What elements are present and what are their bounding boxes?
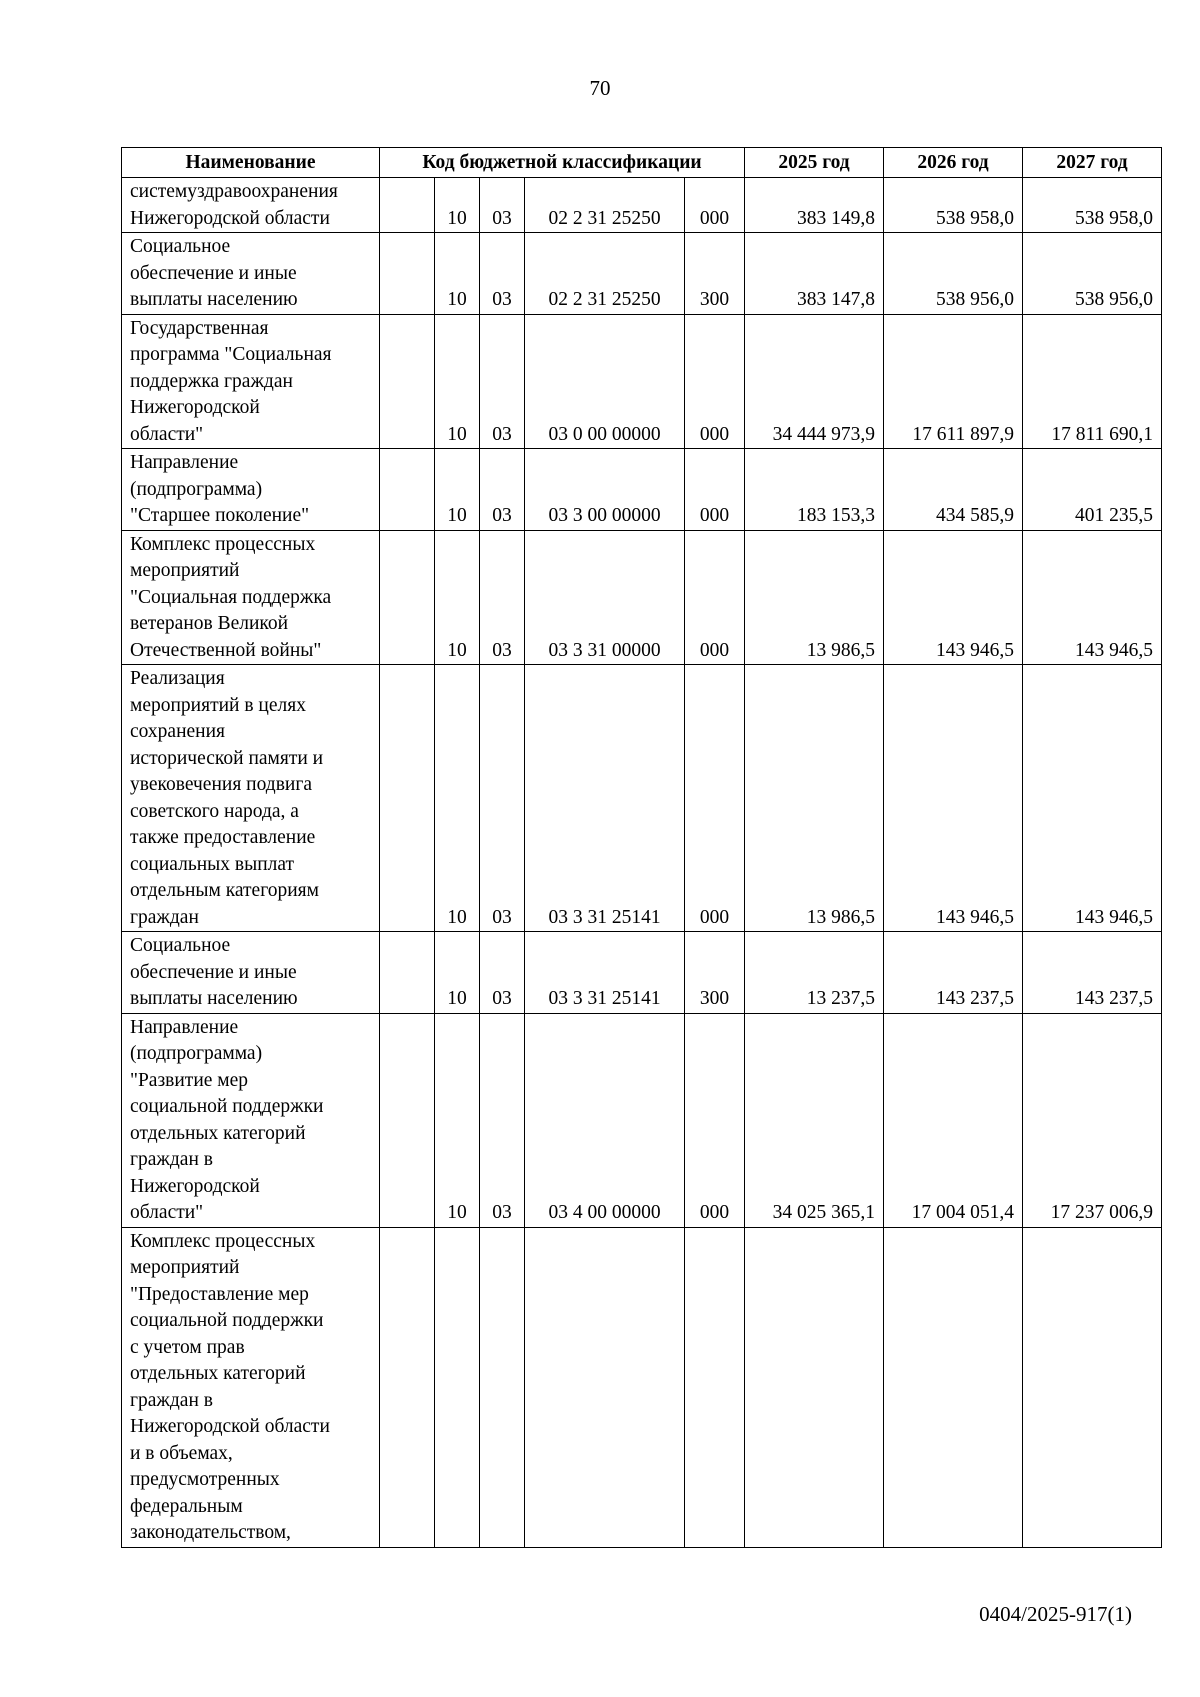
- code-cell-empty: [380, 178, 435, 233]
- value-2027: [1023, 1227, 1162, 1547]
- value-2026: 538 956,0: [884, 233, 1023, 315]
- code-expense-type: [685, 1227, 745, 1547]
- code-cell-empty: [380, 233, 435, 315]
- code-cell-empty: [380, 314, 435, 449]
- code-cell-empty: [380, 1227, 435, 1547]
- code-target-article: 03 3 00 00000: [525, 449, 685, 531]
- value-2025: 34 444 973,9: [745, 314, 884, 449]
- header-code: Код бюджетной классификации: [380, 148, 745, 178]
- code-section: 10: [435, 530, 480, 665]
- value-2026: 538 958,0: [884, 178, 1023, 233]
- table-row: [122, 665, 1162, 932]
- code-section: [435, 1227, 480, 1547]
- code-subsection: 03: [480, 932, 525, 1014]
- code-expense-type: 300: [685, 233, 745, 315]
- value-2025: 34 025 365,1: [745, 1013, 884, 1227]
- header-2026: 2026 год: [884, 148, 1023, 178]
- code-expense-type: 300: [685, 932, 745, 1014]
- table-row: [122, 314, 1162, 449]
- code-section: 10: [435, 233, 480, 315]
- code-section: 10: [435, 1013, 480, 1227]
- code-section: 10: [435, 449, 480, 531]
- value-2026: 143 946,5: [884, 665, 1023, 932]
- value-2025: 383 147,8: [745, 233, 884, 315]
- header-2027: 2027 год: [1023, 148, 1162, 178]
- value-2027: 143 946,5: [1023, 665, 1162, 932]
- value-2027: 401 235,5: [1023, 449, 1162, 531]
- code-cell-empty: [380, 1013, 435, 1227]
- code-section: 10: [435, 314, 480, 449]
- value-2026: 434 585,9: [884, 449, 1023, 531]
- code-target-article: 02 2 31 25250: [525, 178, 685, 233]
- row-name: Направление (подпрограмма) "Развитие мер социальной поддержки отдельных категорий граждан в Нижегородской области": [122, 1013, 380, 1227]
- value-2025: 383 149,8: [745, 178, 884, 233]
- code-expense-type: 000: [685, 665, 745, 932]
- budget-table: [121, 147, 1162, 1548]
- code-expense-type: 000: [685, 178, 745, 233]
- code-cell-empty: [380, 932, 435, 1014]
- code-target-article: 03 3 31 25141: [525, 665, 685, 932]
- row-name: Реализация мероприятий в целях сохранения исторической памяти и увековечения подвига советского народа, а также предоставление социальных выплат отдельным категориям граждан: [122, 665, 380, 932]
- code-subsection: 03: [480, 665, 525, 932]
- code-expense-type: 000: [685, 449, 745, 531]
- code-target-article: 03 4 00 00000: [525, 1013, 685, 1227]
- code-target-article: 03 3 31 00000: [525, 530, 685, 665]
- value-2026: 143 946,5: [884, 530, 1023, 665]
- code-target-article: 02 2 31 25250: [525, 233, 685, 315]
- code-section: 10: [435, 178, 480, 233]
- code-section: 10: [435, 932, 480, 1014]
- row-name: Социальное обеспечение и иные выплаты населению: [122, 233, 380, 315]
- row-name: Комплекс процессных мероприятий "Предоставление мер социальной поддержки с учетом прав отдельных категорий граждан в Нижегородской области и в объемах, предусмотренных федеральным законодательством,: [122, 1227, 380, 1547]
- value-2025: 13 237,5: [745, 932, 884, 1014]
- code-cell-empty: [380, 665, 435, 932]
- value-2025: 13 986,5: [745, 665, 884, 932]
- code-subsection: 03: [480, 178, 525, 233]
- table-row: [122, 1013, 1162, 1227]
- table-row: [122, 932, 1162, 1014]
- value-2026: 17 004 051,4: [884, 1013, 1023, 1227]
- code-expense-type: 000: [685, 314, 745, 449]
- value-2027: 17 811 690,1: [1023, 314, 1162, 449]
- table-row: [122, 178, 1162, 233]
- table-header-row: [122, 148, 1162, 178]
- row-name: системуздравоохранения Нижегородской области: [122, 178, 380, 233]
- row-name: Социальное обеспечение и иные выплаты населению: [122, 932, 380, 1014]
- code-subsection: [480, 1227, 525, 1547]
- row-name: Направление (подпрограмма) "Старшее поколение": [122, 449, 380, 531]
- code-subsection: 03: [480, 530, 525, 665]
- value-2027: 143 946,5: [1023, 530, 1162, 665]
- row-name: Комплекс процессных мероприятий "Социальная поддержка ветеранов Великой Отечественной войны": [122, 530, 380, 665]
- row-name: Государственная программа "Социальная поддержка граждан Нижегородской области": [122, 314, 380, 449]
- code-target-article: 03 3 31 25141: [525, 932, 685, 1014]
- code-target-article: 03 0 00 00000: [525, 314, 685, 449]
- value-2025: 183 153,3: [745, 449, 884, 531]
- table-row: [122, 1227, 1162, 1547]
- document-code: 0404/2025-917(1): [979, 1602, 1132, 1626]
- value-2025: 13 986,5: [745, 530, 884, 665]
- value-2027: 143 237,5: [1023, 932, 1162, 1014]
- code-subsection: 03: [480, 1013, 525, 1227]
- value-2027: 538 958,0: [1023, 178, 1162, 233]
- value-2026: [884, 1227, 1023, 1547]
- value-2026: 143 237,5: [884, 932, 1023, 1014]
- code-cell-empty: [380, 449, 435, 531]
- value-2027: 538 956,0: [1023, 233, 1162, 315]
- table-row: [122, 530, 1162, 665]
- code-section: 10: [435, 665, 480, 932]
- table-row: [122, 233, 1162, 315]
- value-2027: 17 237 006,9: [1023, 1013, 1162, 1227]
- value-2026: 17 611 897,9: [884, 314, 1023, 449]
- header-2025: 2025 год: [745, 148, 884, 178]
- code-subsection: 03: [480, 314, 525, 449]
- code-subsection: 03: [480, 233, 525, 315]
- code-target-article: [525, 1227, 685, 1547]
- code-expense-type: 000: [685, 530, 745, 665]
- value-2025: [745, 1227, 884, 1547]
- header-name: Наименование: [122, 148, 380, 178]
- page-number: 70: [589, 76, 611, 100]
- code-subsection: 03: [480, 449, 525, 531]
- table-row: [122, 449, 1162, 531]
- code-expense-type: 000: [685, 1013, 745, 1227]
- code-cell-empty: [380, 530, 435, 665]
